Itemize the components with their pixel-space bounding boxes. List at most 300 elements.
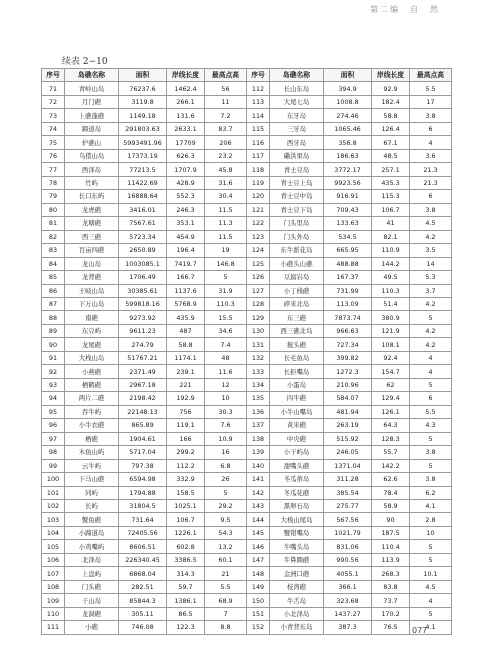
cell-index: 133 — [247, 365, 270, 378]
cell-name: 青士豆上岛 — [270, 176, 324, 189]
cell-index: 84 — [42, 257, 65, 270]
cell-peak: 12 — [205, 378, 247, 391]
cell-area: 305.11 — [119, 607, 167, 620]
cell-index: 106 — [42, 553, 65, 566]
cell-peak: 10 — [205, 392, 247, 405]
cell-peak: 3.8 — [410, 203, 452, 216]
cell-coastline: 41 — [372, 217, 410, 230]
table-row — [42, 419, 452, 432]
cell-name: 大尾七岛 — [270, 95, 324, 108]
cell-area: 16888.64 — [119, 190, 167, 203]
table-row — [42, 365, 452, 378]
cell-coastline: 756 — [167, 405, 205, 418]
cell-peak: 48 — [205, 351, 247, 364]
cell-index: 88 — [42, 311, 65, 324]
cell-peak: 7.6 — [205, 419, 247, 432]
header-peak: 最高点高 — [410, 69, 452, 82]
cell-coastline: 110.9 — [372, 244, 410, 257]
cell-name: 碎米北岛 — [270, 297, 324, 310]
cell-coastline: 1137.6 — [167, 284, 205, 297]
cell-name: 青士豆岛 — [270, 163, 324, 176]
table-row — [42, 271, 452, 284]
cell-peak: 68.9 — [205, 594, 247, 607]
cell-index: 135 — [247, 392, 270, 405]
cell-name: 木鱼山屿 — [65, 446, 119, 459]
cell-coastline: 196.4 — [167, 244, 205, 257]
cell-coastline: 1707.9 — [167, 163, 205, 176]
cell-coastline: 62 — [372, 378, 410, 391]
cell-index: 147 — [247, 553, 270, 566]
table-row — [42, 459, 452, 472]
cell-area: 77213.5 — [119, 163, 167, 176]
cell-peak: 30.4 — [205, 190, 247, 203]
cell-area: 727.34 — [324, 338, 372, 351]
cell-index: 74 — [42, 122, 65, 135]
cell-name: 甜嘴头礁 — [270, 459, 324, 472]
table-row — [42, 190, 452, 203]
cell-peak: 2.8 — [410, 513, 452, 526]
cell-peak: 11 — [205, 95, 247, 108]
cell-area: 226340.45 — [119, 553, 167, 566]
cell-area: 6594.98 — [119, 473, 167, 486]
cell-peak: 3.8 — [410, 473, 452, 486]
cell-area: 567.56 — [324, 513, 372, 526]
cell-name: 蹄道岛 — [65, 122, 119, 135]
cell-area: 9923.56 — [324, 176, 372, 189]
cell-index: 86 — [42, 284, 65, 297]
cell-name: 上礁蓬礁 — [65, 109, 119, 122]
cell-coastline: 58.8 — [372, 109, 410, 122]
cell-index: 151 — [247, 607, 270, 620]
table-row — [42, 297, 452, 310]
cell-coastline: 1025.1 — [167, 500, 205, 513]
cell-coastline: 266.1 — [167, 95, 205, 108]
cell-coastline: 487 — [167, 324, 205, 337]
cell-area: 731.99 — [324, 284, 372, 297]
cell-name: 小丁栈礁 — [270, 284, 324, 297]
cell-peak: 6.2 — [410, 486, 452, 499]
table-row — [42, 163, 452, 176]
cell-area: 865.89 — [119, 419, 167, 432]
cell-area: 966.63 — [324, 324, 372, 337]
cell-peak: 56 — [205, 82, 247, 95]
table-row — [42, 540, 452, 553]
cell-name: 云牛屿 — [65, 459, 119, 472]
cell-index: 97 — [42, 432, 65, 445]
table-row — [42, 257, 452, 270]
cell-name: 吞牛屿 — [65, 405, 119, 418]
cell-coastline: 239.1 — [167, 365, 205, 378]
cell-index: 116 — [247, 136, 270, 149]
cell-name: 长拒嘴岛 — [270, 365, 324, 378]
cell-peak: 4.5 — [410, 580, 452, 593]
cell-name: 小蹄道岛 — [65, 526, 119, 539]
cell-peak: 13.2 — [205, 540, 247, 553]
cell-peak: 4.1 — [410, 500, 452, 513]
cell-index: 134 — [247, 378, 270, 391]
table-row — [42, 405, 452, 418]
cell-coastline: 257.1 — [372, 163, 410, 176]
cell-coastline: 435.9 — [167, 311, 205, 324]
cell-name: 小北泽岛 — [270, 607, 324, 620]
cell-coastline: 119.1 — [167, 419, 205, 432]
cell-area: 2371.49 — [119, 365, 167, 378]
cell-name: 大栈山岛 — [65, 351, 119, 364]
cell-index: 145 — [247, 526, 270, 539]
cell-peak: 11.5 — [205, 203, 247, 216]
cell-name: 小青背东岛 — [270, 621, 324, 634]
cell-name: 小牛山嘴岛 — [270, 405, 324, 418]
cell-name: 三牙岛 — [270, 122, 324, 135]
cell-index: 89 — [42, 324, 65, 337]
cell-peak: 5 — [205, 486, 247, 499]
cell-name: 小蛋岛 — [270, 378, 324, 391]
cell-name: 黑卵石岛 — [270, 500, 324, 513]
cell-index: 127 — [247, 284, 270, 297]
cell-area: 9273.92 — [119, 311, 167, 324]
cell-area: 1003085.1 — [119, 257, 167, 270]
cell-area: 1065.46 — [324, 122, 372, 135]
table-row — [42, 324, 452, 337]
cell-peak: 6 — [410, 122, 452, 135]
cell-name: 龙塘礁 — [65, 217, 119, 230]
cell-peak: 26 — [205, 473, 247, 486]
cell-area: 2967.18 — [119, 378, 167, 391]
cell-coastline: 110.3 — [372, 284, 410, 297]
cell-coastline: 380.9 — [372, 311, 410, 324]
cell-coastline: 78.4 — [372, 486, 410, 499]
table-body — [42, 82, 452, 634]
cell-area: 263.19 — [324, 419, 372, 432]
cell-coastline: 3386.5 — [167, 553, 205, 566]
cell-peak: 45.8 — [205, 163, 247, 176]
cell-name: 东三礁 — [270, 311, 324, 324]
header-coastline: 岸线长度 — [167, 69, 205, 82]
table-row — [42, 432, 452, 445]
cell-coastline: 314.3 — [167, 567, 205, 580]
island-table — [41, 68, 451, 635]
cell-area: 2198.42 — [119, 392, 167, 405]
cell-coastline: 51.4 — [372, 297, 410, 310]
cell-coastline: 158.5 — [167, 486, 205, 499]
cell-name: 东牙岛 — [270, 109, 324, 122]
chapter-title: 第二编 自 然 — [370, 5, 440, 14]
cell-coastline: 454.9 — [167, 230, 205, 243]
cell-area: 30385.61 — [119, 284, 167, 297]
cell-coastline: 129.4 — [372, 392, 410, 405]
cell-name: 百亩四礁 — [65, 244, 119, 257]
cell-coastline: 112.2 — [167, 459, 205, 472]
cell-coastline: 115.3 — [372, 190, 410, 203]
cell-area: 113.09 — [324, 297, 372, 310]
cell-area: 274.79 — [119, 338, 167, 351]
cell-area: 8606.51 — [119, 540, 167, 553]
cell-name: 东牛派花岛 — [270, 244, 324, 257]
cell-peak: 15.5 — [205, 311, 247, 324]
table-row — [42, 311, 452, 324]
cell-index: 114 — [247, 109, 270, 122]
table-row — [42, 446, 452, 459]
cell-index: 109 — [42, 594, 65, 607]
cell-peak: 6 — [410, 392, 452, 405]
cell-index: 138 — [247, 432, 270, 445]
cell-area: 210.96 — [324, 378, 372, 391]
cell-coastline: 166 — [167, 432, 205, 445]
cell-coastline: 192.9 — [167, 392, 205, 405]
cell-peak: 4 — [410, 351, 452, 364]
cell-area: 399.82 — [324, 351, 372, 364]
cell-peak: 21.3 — [410, 163, 452, 176]
table-row — [42, 203, 452, 216]
table-row — [42, 351, 452, 364]
cell-name: 干山岛 — [65, 594, 119, 607]
cell-peak: 5 — [410, 540, 452, 553]
header-name: 岛礁名称 — [270, 69, 324, 82]
cell-peak: 11.3 — [205, 217, 247, 230]
table-row — [42, 109, 452, 122]
cell-area: 488.88 — [324, 257, 372, 270]
cell-index: 139 — [247, 446, 270, 459]
cell-peak: 5.5 — [410, 405, 452, 418]
cell-peak: 11.6 — [205, 365, 247, 378]
cell-index: 146 — [247, 540, 270, 553]
cell-name: 搅头礁 — [270, 338, 324, 351]
cell-coastline: 131.6 — [167, 109, 205, 122]
cell-name: 蟹鱼礁 — [65, 513, 119, 526]
cell-coastline: 108.1 — [372, 338, 410, 351]
cell-name: 枝湾礁 — [270, 580, 324, 593]
cell-peak: 5 — [410, 378, 452, 391]
cell-area: 186.63 — [324, 149, 372, 162]
header-index: 序号 — [247, 69, 270, 82]
cell-area: 9611.23 — [119, 324, 167, 337]
cell-name: 龙尾礁 — [65, 338, 119, 351]
cell-index: 80 — [42, 203, 65, 216]
cell-area: 3119.8 — [119, 95, 167, 108]
cell-peak: 5 — [410, 311, 452, 324]
table-caption: 续表 2−10 — [62, 57, 108, 67]
cell-peak: 10 — [410, 526, 452, 539]
cell-index: 82 — [42, 230, 65, 243]
cell-peak: 9.5 — [205, 513, 247, 526]
cell-coastline: 142.2 — [372, 459, 410, 472]
cell-peak: 83.7 — [205, 122, 247, 135]
cell-coastline: 48.5 — [372, 149, 410, 162]
cell-name: 小礁头山礁 — [270, 257, 324, 270]
cell-index: 132 — [247, 351, 270, 364]
cell-area: 72405.56 — [119, 526, 167, 539]
cell-index: 81 — [42, 217, 65, 230]
cell-peak: 11.5 — [205, 230, 247, 243]
cell-peak: 34.6 — [205, 324, 247, 337]
cell-area: 990.56 — [324, 553, 372, 566]
cell-area: 1272.3 — [324, 365, 372, 378]
cell-coastline: 299.2 — [167, 446, 205, 459]
cell-area: 731.64 — [119, 513, 167, 526]
cell-name: 黄米礁 — [270, 419, 324, 432]
cell-index: 136 — [247, 405, 270, 418]
cell-coastline: 246.3 — [167, 203, 205, 216]
cell-index: 76 — [42, 149, 65, 162]
cell-coastline: 58.9 — [372, 500, 410, 513]
cell-peak: 4 — [410, 365, 452, 378]
cell-peak: 5.5 — [205, 580, 247, 593]
cell-index: 150 — [247, 594, 270, 607]
cell-name: 龙山岛 — [65, 257, 119, 270]
cell-index: 141 — [247, 473, 270, 486]
cell-index: 104 — [42, 526, 65, 539]
cell-index: 123 — [247, 230, 270, 243]
table-row — [42, 500, 452, 513]
cell-area: 22148.13 — [119, 405, 167, 418]
cell-name: 长毛鱼岛 — [270, 351, 324, 364]
cell-name: 长屿 — [65, 500, 119, 513]
cell-area: 76237.6 — [119, 82, 167, 95]
cell-peak: 5.5 — [410, 82, 452, 95]
cell-index: 142 — [247, 486, 270, 499]
cell-index: 144 — [247, 513, 270, 526]
cell-coastline: 552.3 — [167, 190, 205, 203]
cell-area: 1149.18 — [119, 109, 167, 122]
cell-peak: 4 — [410, 594, 452, 607]
cell-name: 东豆屿 — [65, 324, 119, 337]
cell-name: 南礁 — [65, 311, 119, 324]
table-row — [42, 338, 452, 351]
cell-area: 916.91 — [324, 190, 372, 203]
cell-peak: 4.2 — [410, 324, 452, 337]
cell-name: 门头外岛 — [270, 230, 324, 243]
cell-index: 149 — [247, 580, 270, 593]
table-row — [42, 392, 452, 405]
cell-name: 小牛衣礁 — [65, 419, 119, 432]
cell-name: 西三礁北岛 — [270, 324, 324, 337]
cell-name: 长山东岛 — [270, 82, 324, 95]
cell-index: 71 — [42, 82, 65, 95]
cell-coastline: 64.3 — [372, 419, 410, 432]
table-row — [42, 607, 452, 620]
cell-area: 534.5 — [324, 230, 372, 243]
cell-index: 102 — [42, 500, 65, 513]
cell-peak: 54.3 — [205, 526, 247, 539]
table-header-row — [42, 69, 452, 82]
cell-peak: 19 — [205, 244, 247, 257]
table-row — [42, 230, 452, 243]
cell-index: 98 — [42, 446, 65, 459]
cell-name: 下万山岛 — [65, 297, 119, 310]
cell-area: 385.54 — [324, 486, 372, 499]
table-row — [42, 580, 452, 593]
cell-index: 75 — [42, 136, 65, 149]
cell-name: 西泽岛 — [65, 163, 119, 176]
cell-name: 同屿 — [65, 486, 119, 499]
cell-index: 115 — [247, 122, 270, 135]
cell-coastline: 126.4 — [372, 122, 410, 135]
cell-area: 85844.3 — [119, 594, 167, 607]
cell-coastline: 7419.7 — [167, 257, 205, 270]
cell-name: 四牛礁 — [270, 392, 324, 405]
cell-index: 117 — [247, 149, 270, 162]
cell-coastline: 113.9 — [372, 553, 410, 566]
cell-peak: 10.9 — [205, 432, 247, 445]
cell-index: 77 — [42, 163, 65, 176]
header-area: 面积 — [324, 69, 372, 82]
cell-peak: 7.4 — [205, 338, 247, 351]
cell-peak: 6 — [410, 190, 452, 203]
cell-coastline: 128.3 — [372, 432, 410, 445]
cell-index: 121 — [247, 203, 270, 216]
cell-area: 31804.5 — [119, 500, 167, 513]
cell-coastline: 1386.1 — [167, 594, 205, 607]
cell-coastline: 1462.4 — [167, 82, 205, 95]
table-row — [42, 149, 452, 162]
cell-name: 门头礁 — [65, 580, 119, 593]
cell-name: 蟹钳嘴岛 — [270, 526, 324, 539]
cell-coastline: 1174.1 — [167, 351, 205, 364]
cell-area: 275.77 — [324, 500, 372, 513]
cell-area: 387.3 — [324, 621, 372, 634]
cell-peak: 21.3 — [410, 176, 452, 189]
cell-coastline: 121.9 — [372, 324, 410, 337]
cell-coastline: 106.7 — [167, 513, 205, 526]
cell-coastline: 154.7 — [372, 365, 410, 378]
cell-coastline: 82.1 — [372, 230, 410, 243]
cell-coastline: 1226.1 — [167, 526, 205, 539]
cell-coastline: 106.7 — [372, 203, 410, 216]
cell-coastline: 144.2 — [372, 257, 410, 270]
cell-name: 门头里岛 — [270, 217, 324, 230]
cell-coastline: 435.3 — [372, 176, 410, 189]
table-row — [42, 176, 452, 189]
cell-coastline: 92.9 — [372, 82, 410, 95]
cell-name: 牛鼻圈礁 — [270, 553, 324, 566]
cell-area: 831.06 — [324, 540, 372, 553]
cell-index: 78 — [42, 176, 65, 189]
cell-coastline: 126.1 — [372, 405, 410, 418]
cell-area: 1904.61 — [119, 432, 167, 445]
cell-area: 1706.49 — [119, 271, 167, 284]
cell-area: 1021.79 — [324, 526, 372, 539]
cell-name: 豆腐岩岛 — [270, 271, 324, 284]
cell-area: 323.68 — [324, 594, 372, 607]
cell-index: 130 — [247, 324, 270, 337]
cell-index: 148 — [247, 567, 270, 580]
header-area: 面积 — [119, 69, 167, 82]
cell-area: 797.38 — [119, 459, 167, 472]
cell-index: 125 — [247, 257, 270, 270]
table-row — [42, 122, 452, 135]
cell-name: 王岐山岛 — [65, 284, 119, 297]
cell-peak: 4.1 — [410, 621, 452, 634]
cell-area: 515.92 — [324, 432, 372, 445]
cell-name: 乌猪山岛 — [65, 149, 119, 162]
cell-index: 83 — [42, 244, 65, 257]
cell-name: 长口东屿 — [65, 190, 119, 203]
cell-index: 112 — [247, 82, 270, 95]
page-number: 077 — [412, 626, 428, 635]
cell-area: 3772.17 — [324, 163, 372, 176]
cell-area: 746.08 — [119, 621, 167, 634]
cell-coastline: 5768.9 — [167, 297, 205, 310]
cell-coastline: 626.3 — [167, 149, 205, 162]
cell-index: 131 — [247, 338, 270, 351]
cell-name: 金洲口礁 — [270, 567, 324, 580]
table-row — [42, 567, 452, 580]
cell-peak: 4 — [410, 136, 452, 149]
cell-area: 5723.34 — [119, 230, 167, 243]
table-row — [42, 378, 452, 391]
cell-coastline: 2633.1 — [167, 122, 205, 135]
cell-peak: 206 — [205, 136, 247, 149]
